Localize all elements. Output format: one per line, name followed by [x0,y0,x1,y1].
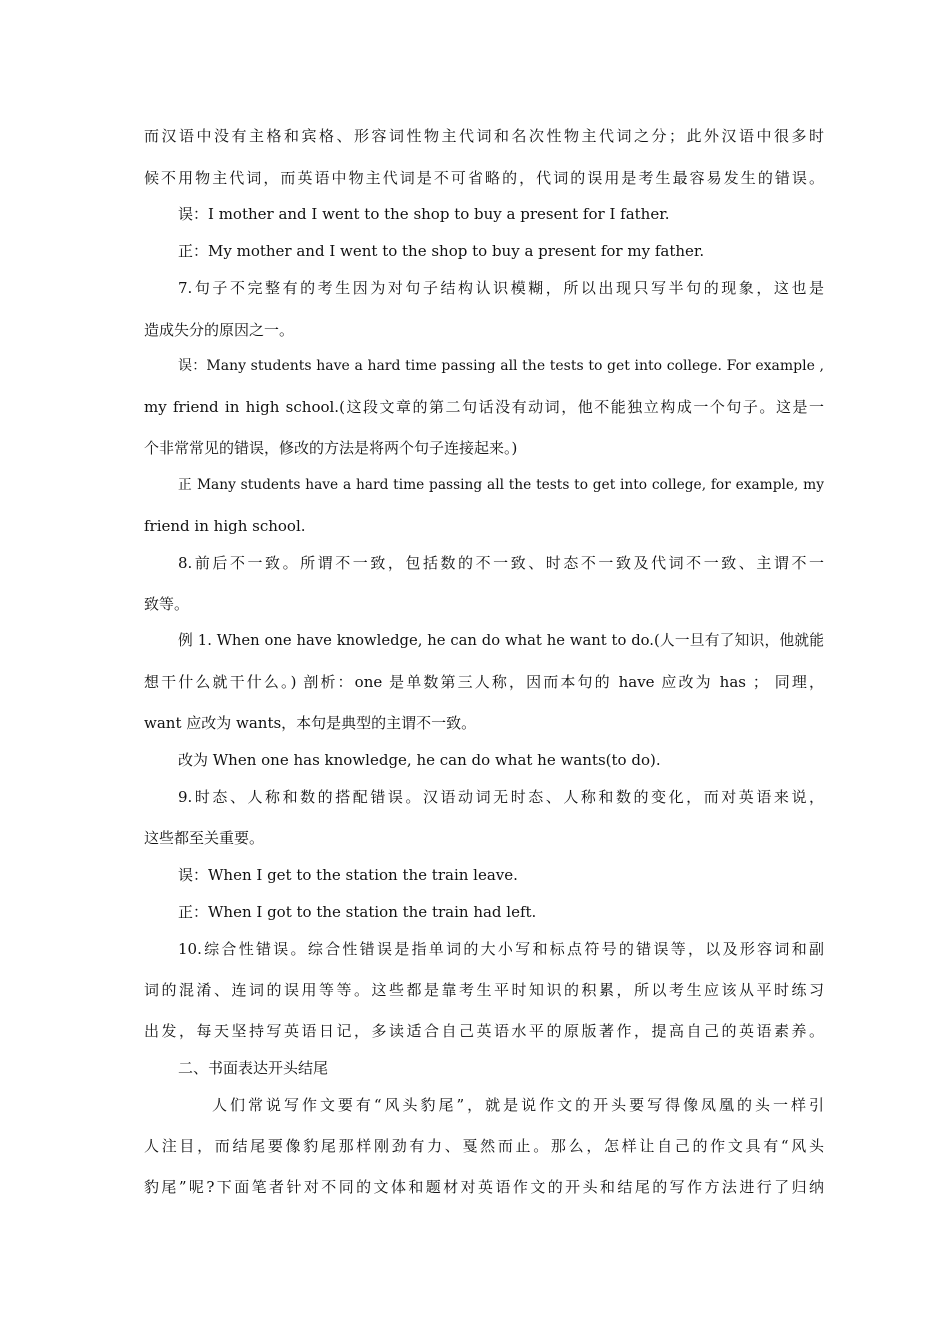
text-line: want 应改为 wants，本句是典型的主谓不一致。 [144,714,477,732]
text-line: 正：My mother and I went to the shop to buy a present for my father. [178,242,705,260]
text-line: 7.句子不完整有的考生因为对句子结构认识模糊，所以出现只写半句的现象，这也是 [178,279,824,297]
text-line: 而汉语中没有主格和宾格、形容词性物主代词和名次性物主代词之分；此外汉语中很多时 [144,127,824,145]
text-line: 人们常说写作文要有“风头豹尾”，就是说作文的开头要写得像凤凰的头一样引 [212,1096,824,1114]
text-line: 8.前后不一致。所谓不一致，包括数的不一致、时态不一致及代词不一致、主谓不一 [178,554,824,572]
text-line: 正：When I got to the station the train had left. [178,903,537,921]
text-line: 想干什么就干什么。) 剖析：one 是单数第三人称，因而本句的 have 应改为 has ； 同理， [144,673,824,691]
text-line: 人注目，而结尾要像豹尾那样刚劲有力、戛然而止。那么，怎样让自己的作文具有“风头 [144,1137,824,1155]
text-line: 改为 When one has knowledge, he can do what he wants(to do). [178,751,661,769]
text-line: 候不用物主代词，而英语中物主代词是不可省略的，代词的误用是考生最容易发生的错误。 [144,169,824,187]
text-line: my friend in high school.(这段文章的第二句话没有动词，他不能独立构成一个句子。这是一 [144,398,824,416]
text-line: 个非常常见的错误，修改的方法是将两个句子连接起来。) [144,439,518,457]
text-line: 10.综合性错误。综合性错误是指单词的大小写和标点符号的错误等，以及形容词和副 [178,940,824,958]
text-line: 误：Many students have a hard time passing all the tests to get into college. For example , [178,358,824,374]
text-line: 误：When I get to the station the train leave. [178,866,518,884]
text-line: friend in high school. [144,517,306,535]
text-line: 正 Many students have a hard time passing all the tests to get into college, for example, my [178,477,824,493]
text-line: 豹尾”呢?下面笔者针对不同的文体和题材对英语作文的开头和结尾的写作方法进行了归纳 [144,1178,824,1196]
section-heading: 二、书面表达开头结尾 [178,1059,329,1077]
text-line: 误：I mother and I went to the shop to buy a present for I father. [178,205,670,223]
text-line: 造成失分的原因之一。 [144,321,295,339]
text-line: 例 1. When one have knowledge, he can do what he want to do.(人一旦有了知识，他就能 [178,632,824,649]
text-line: 出发，每天坚持写英语日记，多读适合自己英语水平的原版著作，提高自己的英语素养。 [144,1022,824,1040]
text-line: 9.时态、人称和数的搭配错误。汉语动词无时态、人称和数的变化，而对英语来说， [178,788,824,806]
text-line: 这些都至关重要。 [144,829,265,847]
text-line: 致等。 [144,595,190,613]
text-line: 词的混淆、连词的误用等等。这些都是靠考生平时知识的积累，所以考生应该从平时练习 [144,981,824,999]
